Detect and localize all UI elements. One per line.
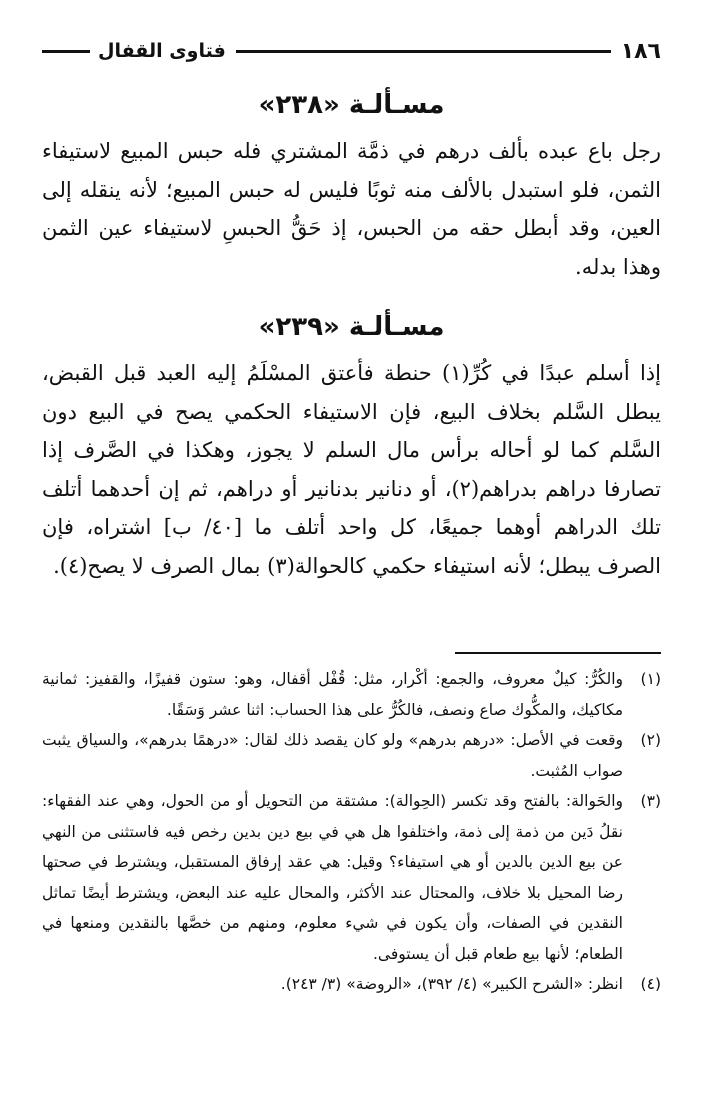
issue-239-body: إذا أسلم عبدًا في كُرِّ(١) حنطة فأعتق المسْلَمُ إليه العبد قبل القبض، يبطل السَّلم بخلاف البيع، فإن الاستيفاء الحكمي يصح في البيع دون السَّلم كما لو أحاله برأس مال السلم لا يجوز، وهكذا في الصَّرف إذا تصارفا دراهم بدراهم(٢)، أو دنانير بدنانير أو دراهم، ثم إن أحدهما أتلف تلك الدراهم أوهما جميعًا، كل واحد أتلف ما [٤٠/ ب] اشتراه، فإن الصرف يبطل؛ لأنه استيفاء حكمي كالحوالة(٣) بمال الصرف لا يصح(٤). — [42, 361, 661, 578]
footnote-text: انظر: «الشرح الكبير» (٤/ ٣٩٢)، «الروضة» (٣/ ٢٤٣). — [280, 975, 623, 993]
footnote-2 — [42, 725, 661, 786]
issue-238-body: رجل باع عبده بألف درهم في ذمَّة المشتري فله حبس المبيع لاستيفاء الثمن، فلو استبدل بالألف منه ثوبًا فليس له حبس المبيع؛ لأنه ينقله إلى العين، وقد أبطل حقه من الحبس، إذ حَقُّ الحبسِ لاستيفاء عين الثمن وهذا بدله. — [42, 139, 661, 279]
issue-238-heading: مسـألـة «٢٣٨» — [258, 90, 445, 120]
footnote-number: (٤) — [640, 975, 661, 993]
page-number: ١٨٦ — [620, 38, 661, 64]
running-title: فتاوى القفال — [98, 40, 226, 62]
header-rule — [236, 50, 611, 53]
footnotes — [42, 664, 661, 1000]
footnote-number: (١) — [640, 670, 661, 688]
footnote-text: والكُرُّ: كيلٌ معروف، والجمع: أكْرار، مثل: قُفْل أقفال، وهو: ستون قفيزًا، والقفيز: ثمانية مكاكيك، والمكُّوك صاع ونصف، فالكُرُّ على هذا الحساب: اثنا عشر وَسَقًا. — [42, 670, 623, 719]
footnote-number: (٣) — [640, 792, 661, 810]
footnote-separator — [455, 652, 661, 654]
footnote-3 — [42, 786, 661, 969]
header-dash — [42, 50, 90, 53]
page-header — [42, 34, 661, 68]
footnote-text: وقعت في الأصل: «درهم بدرهم» ولو كان يقصد ذلك لقال: «درهمًا بدرهم»، والسياق يثبت صواب المُثبت. — [42, 731, 623, 780]
issue-239-heading: مسـألـة «٢٣٩» — [258, 312, 445, 342]
footnote-number: (٢) — [640, 731, 661, 749]
footnote-4 — [42, 969, 661, 1000]
footnote-1 — [42, 664, 661, 725]
footnote-text: والحَوالة: بالفتح وقد تكسر (الحِوالة): مشتقة من التحويل أو من الحول، وهي عند الفقهاء: نقلُ دَين من ذمة إلى ذمة، واختلفوا هل هي في بيع دين بدين رخص فيه فاستثنى من النهي عن بيع الدين بالدين أو هي استيفاء؟ وقيل: هي عقد إرفاق المستقبل، ويشترط في صحتها رضا المحيل بلا خلاف، والمحتال عند الأكثر، والمحال عليه عند البعض، ويشترط أيضًا تماثل النقدين في الصفات، وأن يكون في شيء معلوم، ومنهم من خصَّها بالنقدين ومنعها في الطعام؛ لأنها بيع طعام قبل أن يستوفى. — [42, 792, 623, 963]
